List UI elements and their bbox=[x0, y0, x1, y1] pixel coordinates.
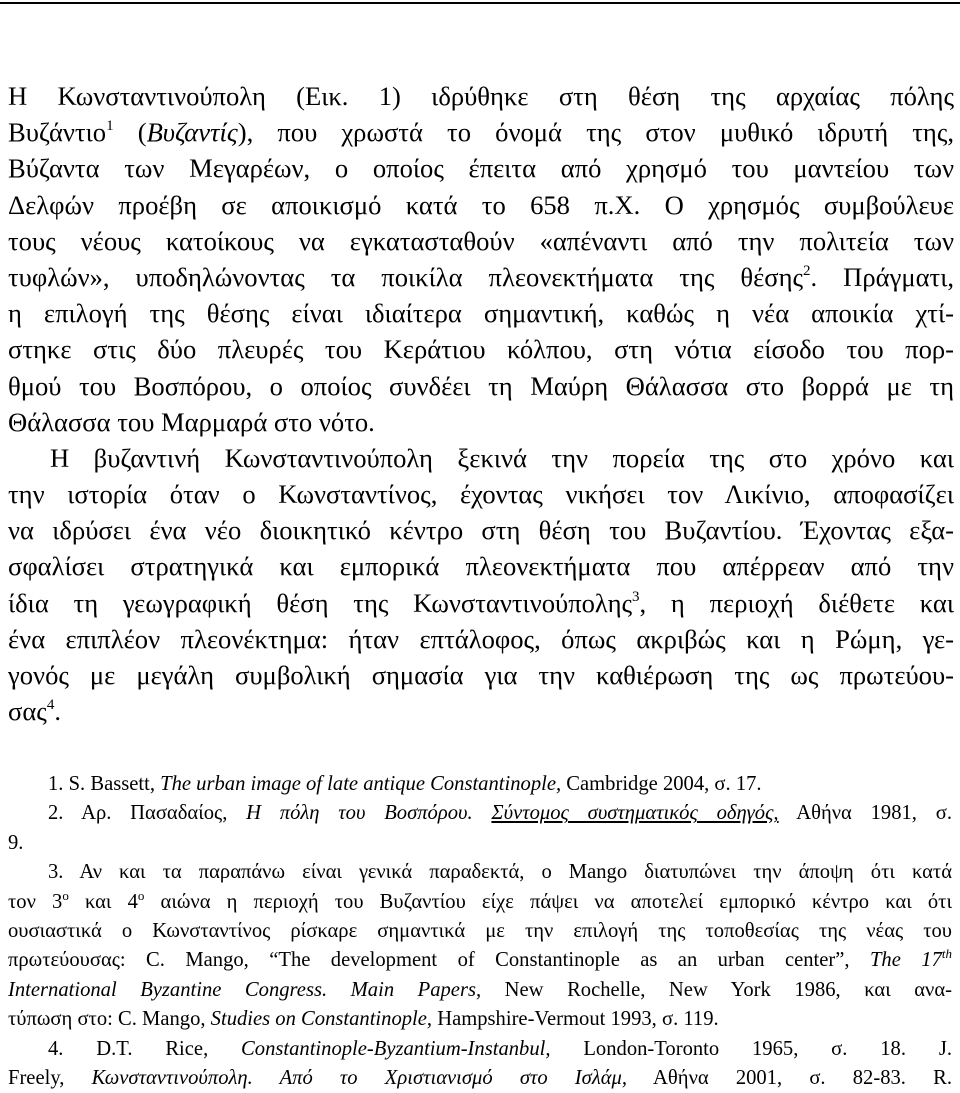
paragraph-line: η επιλογή της θέσης είναι ιδιαίτερα σημαντική, καθώς η νέα αποικία χτί- bbox=[8, 298, 954, 329]
paragraph-line: Η βυζαντινή Κωνσταντινούπολη ξεκινά την πορεία της στο χρόνο και bbox=[50, 442, 954, 473]
main-text bbox=[8, 78, 954, 729]
footnote-4: 4. D.T. Rice, Constantinople-Byzantium-Instanbul, London-Toronto 1965, σ. 18. J. bbox=[48, 1037, 952, 1060]
paragraph-line: τυφλών», υποδηλώνοντας τα ποικίλα πλεονεκτήματα της θέσης$^2$. Πράγματι, bbox=[8, 261, 955, 292]
paragraph-line: Δελφών προέβη σε αποικισμό κατά το 658 π.Χ. Ο χρησμός συμβούλευε bbox=[8, 189, 954, 220]
footnote-4-cont: Freely, Κωνσταντινούπολη. Από το Χριστιανισμό στο Ισλάμ, Αθήνα 2001, σ. 82-83. R. bbox=[8, 1066, 952, 1089]
footnote-3-cont: International Byzantine Congress. Main Papers, New Rochelle, New York 1986, και ανα- bbox=[8, 978, 953, 1001]
footnote-ref-2[interactable]: 2 bbox=[803, 263, 811, 280]
footnote-ref-3[interactable]: 3 bbox=[632, 588, 640, 605]
paragraph-line: γονός με μεγάλη συμβολική σημασία για την καθιέρωση της ως πρωτεύου- bbox=[8, 660, 954, 690]
paragraph-line: ένα επιπλέον πλεονέκτημα: ήταν επτάλοφος, όπως ακριβώς και η Ρώμη, γε- bbox=[8, 623, 954, 654]
footnote-2: 2. Αρ. Πασαδαίος, Η πόλη του Βοσπόρου. Σύντομος συστηματικός οδηγός, Αθήνα 1981, σ. bbox=[48, 802, 952, 825]
top-rule bbox=[0, 2, 960, 4]
paragraph-line: Θάλασσα του Μαρμαρά στο νότο. bbox=[8, 406, 375, 437]
footnote-3-cont: πρωτεύουσας: C. Mango, “The development of Constantinople as an urban center”, The 17th bbox=[8, 946, 952, 972]
footnotes bbox=[8, 770, 952, 1093]
paragraph-line: θμού του Βοσπόρου, ο οποίος συνδέει τη Μαύρη Θάλασσα στο βορρά με τη bbox=[8, 370, 954, 401]
paragraph-line: στηκε στις δύο πλευρές του Κεράτιου κόλπου, στη νότια είσοδο του πορ- bbox=[8, 334, 954, 365]
footnote-3-cont: τύπωση στο: C. Mango, Studies on Constantinople, Hampshire-Vermout 1993, σ. 119. bbox=[8, 1008, 719, 1031]
paragraph-line: ίδια τη γεωγραφική θέση της Κωνσταντινούπολης$^3$, η περιοχή διέθετε και bbox=[8, 587, 954, 618]
footnote-1: 1. S. Bassett, The urban image of late antique Constantinople, Cambridge 2004, σ. 17. bbox=[48, 773, 762, 795]
footnote-2-cont: 9. bbox=[8, 831, 24, 854]
paragraph-line: Η Κωνσταντινούπολη (Εικ. 1) ιδρύθηκε στη θέση της αρχαίας πόλης bbox=[8, 81, 954, 111]
footnote-3: 3. Αν και τα παραπάνω είναι γενικά παραδεκτά, ο Mango διατυπώνει την άποψη ότι κατά bbox=[48, 861, 952, 884]
paragraph-line: σφαλίσει στρατηγικά και εμπορικά πλεονεκτήματα που απέρρεαν από την bbox=[8, 551, 954, 582]
paragraph-line: την ιστορία όταν ο Κωνσταντίνος, έχοντας νικήσει τον Λικίνιο, αποφασίζει bbox=[8, 479, 954, 510]
paragraph-line: να ιδρύσει ένα νέο διοικητικό κέντρο στη θέση του Βυζαντίου. Έχοντας εξα- bbox=[8, 515, 954, 546]
footnote-ref-4[interactable]: 4 bbox=[46, 697, 55, 714]
footnote-3-cont: τον $3^o$ και $4^o$ αιώνα η περιοχή του Βυζαντίου είχε πάψει να αποτελεί εμπορικό κέντρο και ότι bbox=[8, 887, 952, 913]
paragraph-line: Βυζάντιο$^1$ (Βυζαντίς), που χρωστά το όνομά της στον μυθικό ιδρυτή της, bbox=[8, 117, 954, 148]
footnote-3-cont: ουσιαστικά ο Κωνσταντίνος ρίσκαρε σημαντικά με την επιλογή της τοποθεσίας της νέας του bbox=[8, 919, 952, 942]
paragraph-line: σας$^4$. bbox=[8, 696, 61, 727]
paragraph-line: τους νέους κατοίκους να εγκατασταθούν «απέναντι από την πολιτεία των bbox=[8, 225, 954, 256]
paragraph-line: Βύζαντα των Μεγαρέων, ο οποίος έπειτα από χρησμό του μαντείου των bbox=[8, 153, 954, 184]
footnote-ref-1[interactable]: 1 bbox=[106, 118, 114, 135]
